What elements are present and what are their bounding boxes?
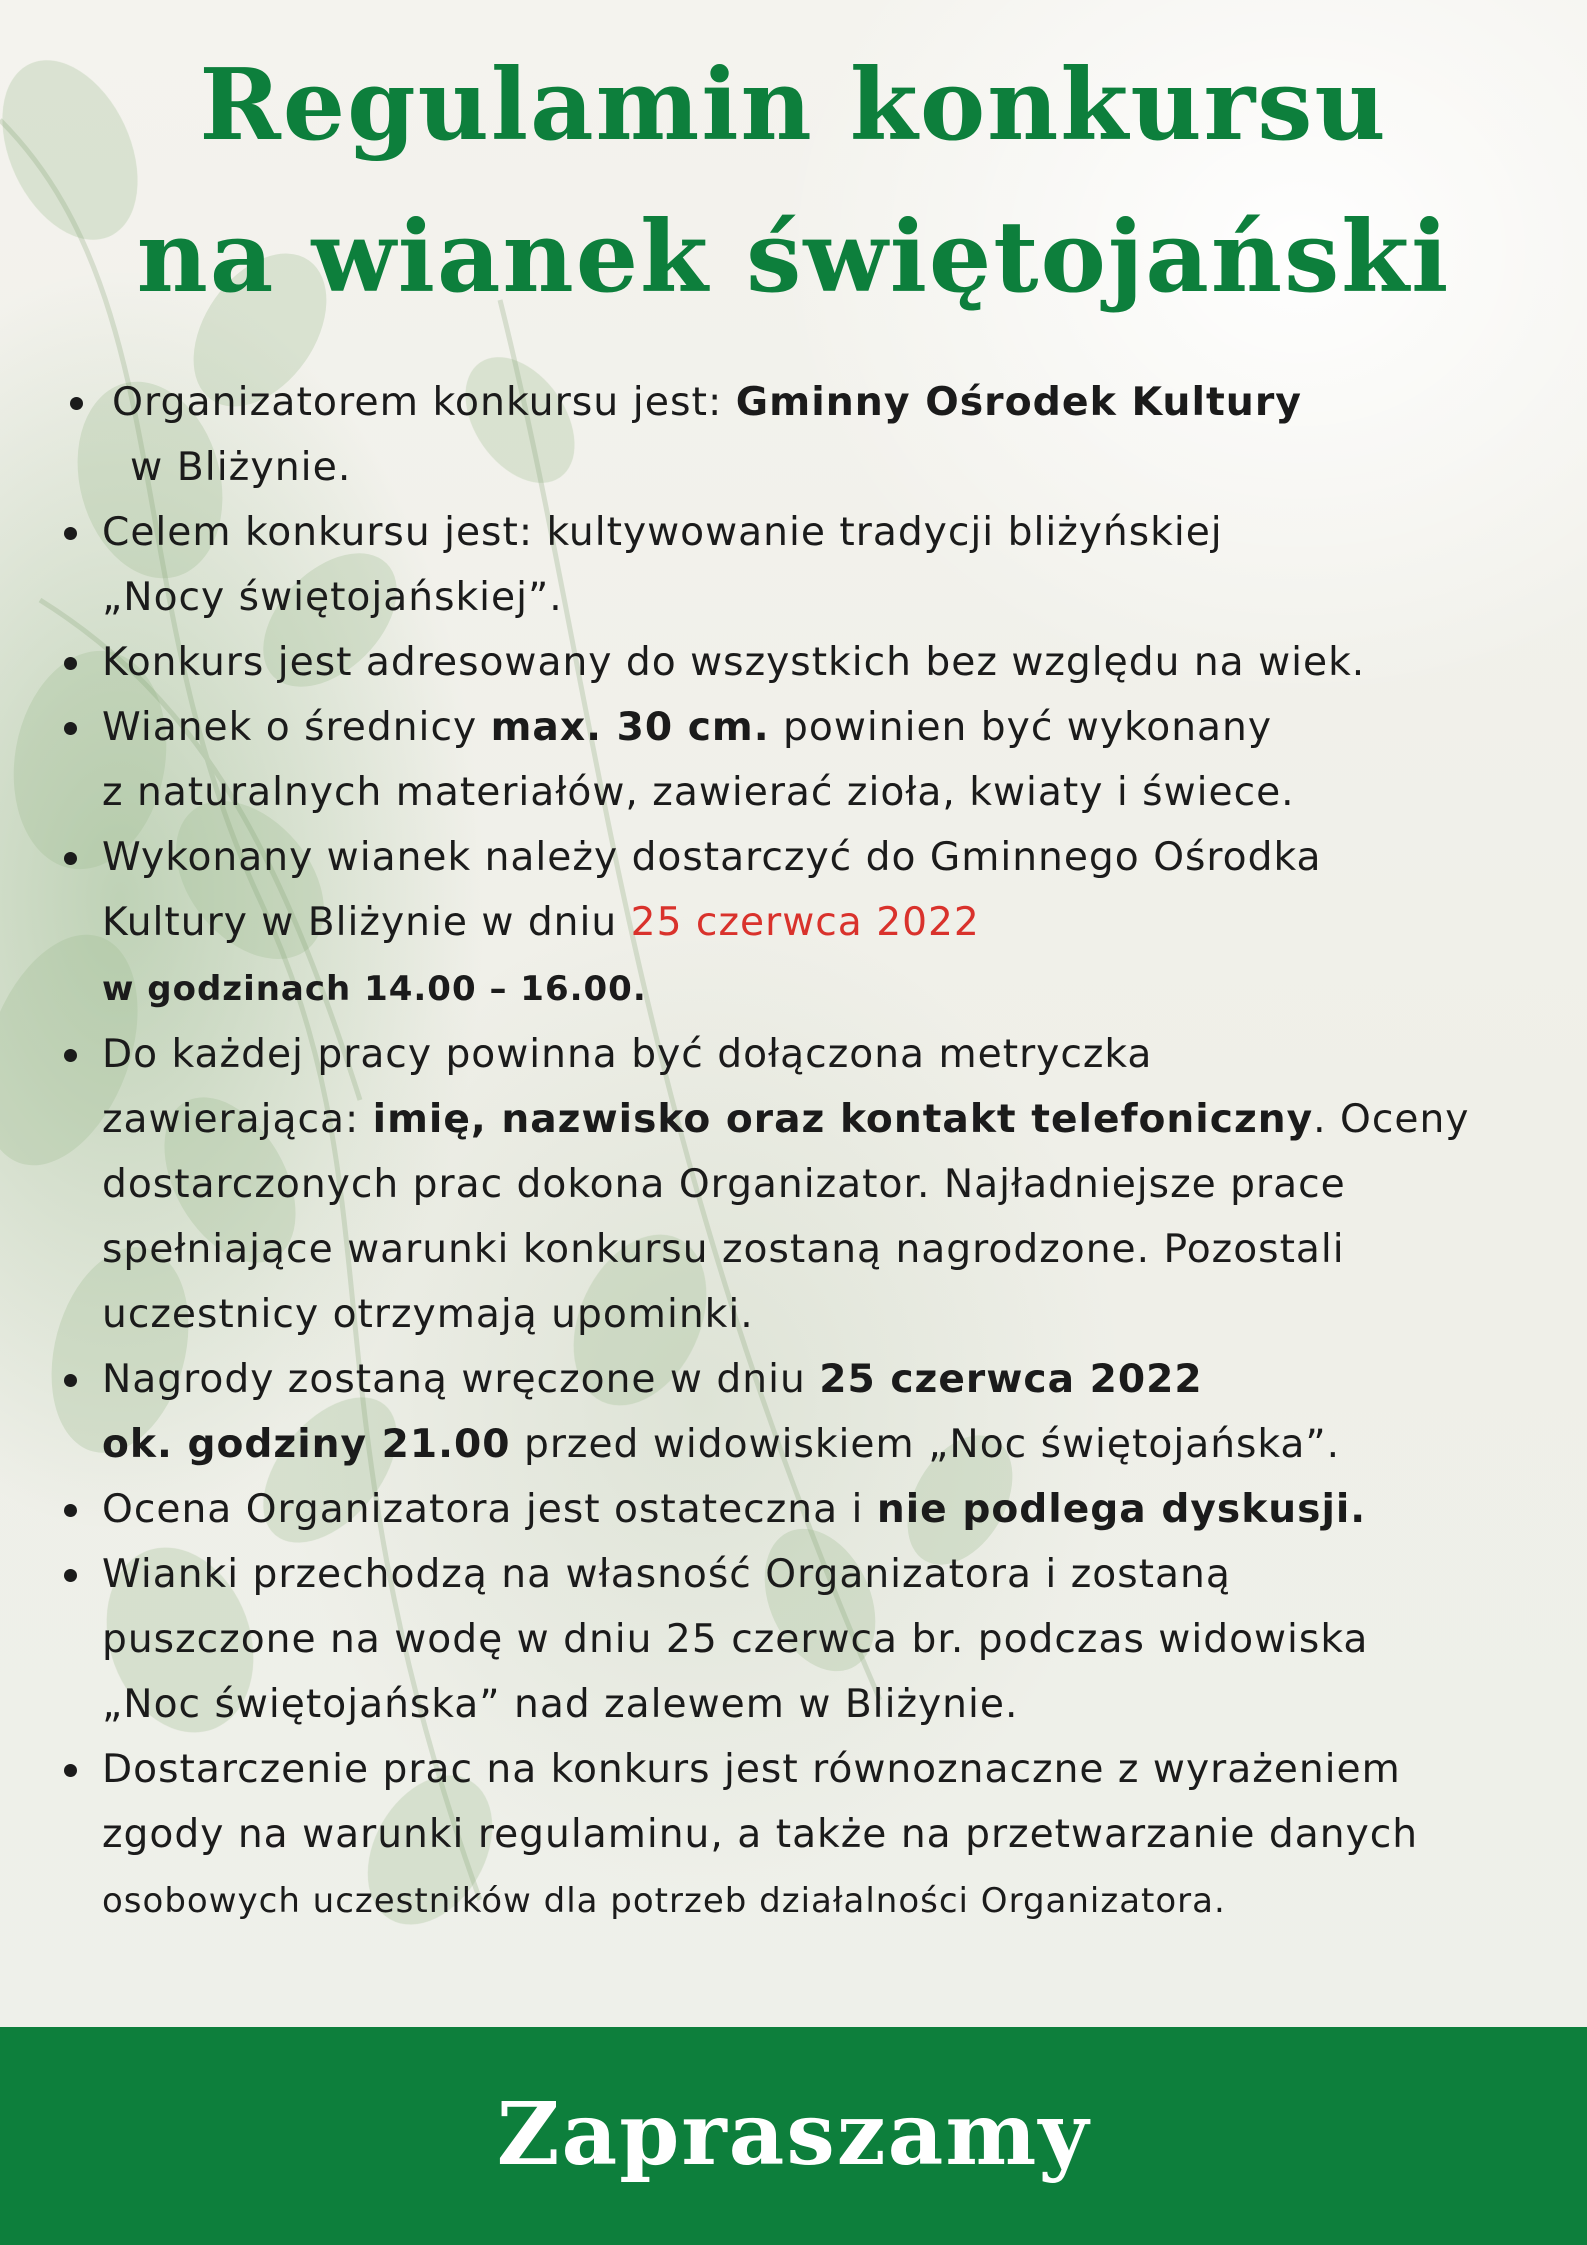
rule-line xyxy=(102,630,1570,695)
rule-text: nie podlega dyskusji. xyxy=(876,1487,1367,1532)
rule-item xyxy=(60,630,1570,695)
invitation-text: Zapraszamy xyxy=(496,2084,1091,2185)
footer-banner xyxy=(0,2027,1587,2245)
rule-text: Wianek o średnicy xyxy=(102,705,491,750)
rule-line xyxy=(102,1737,1570,1802)
rule-text: Wianki przechodzą na własność Organizatora i zostaną xyxy=(102,1552,1231,1597)
rule-line xyxy=(102,1412,1570,1477)
rule-line xyxy=(102,1347,1570,1412)
rule-text: osobowych uczestników dla potrzeb działalności Organizatora. xyxy=(102,1881,1226,1921)
rule-line xyxy=(102,1152,1570,1217)
poster-title xyxy=(0,30,1587,334)
rule-line xyxy=(102,890,1570,955)
rule-text: z naturalnych materiałów, zawierać zioła, kwiaty i świece. xyxy=(102,770,1295,815)
rule-text: przed widowiskiem „Noc świętojańska”. xyxy=(510,1422,1341,1467)
rule-line xyxy=(102,825,1570,890)
rule-text: „Noc świętojańska” nad zalewem w Bliżynie. xyxy=(102,1682,1019,1727)
rule-item xyxy=(60,1477,1570,1542)
rule-text: Do każdej pracy powinna być dołączona metryczka xyxy=(102,1032,1153,1077)
title-line-1: Regulamin konkursu xyxy=(199,48,1388,163)
rule-item xyxy=(60,825,1570,1022)
rule-line xyxy=(102,955,1570,1022)
rule-line xyxy=(102,500,1570,565)
rule-text: uczestnicy otrzymają upominki. xyxy=(102,1292,754,1337)
rule-item xyxy=(60,1542,1570,1737)
rule-item xyxy=(60,500,1570,630)
rule-item xyxy=(60,1737,1570,1934)
rule-text: imię, nazwisko oraz kontakt telefoniczny xyxy=(372,1097,1314,1142)
rule-text: Kultury w Bliżynie w dniu xyxy=(102,900,631,945)
rule-text: Gminny Ośrodek Kultury xyxy=(735,379,1302,425)
rule-item xyxy=(60,695,1570,825)
rule-line xyxy=(102,1282,1570,1347)
rule-text: dostarczonych prac dokona Organizator. Najładniejsze prace xyxy=(102,1162,1346,1207)
rule-text: puszczone na wodę w dniu 25 czerwca br. podczas widowiska xyxy=(102,1617,1369,1662)
title-line-2: na wianek świętojański xyxy=(136,200,1451,315)
rule-text: 25 czerwca 2022 xyxy=(630,900,980,945)
rule-line xyxy=(102,1087,1570,1152)
rule-text: Wykonany wianek należy dostarczyć do Gminnego Ośrodka xyxy=(102,835,1322,880)
rule-text: 25 czerwca 2022 xyxy=(819,1357,1203,1402)
rule-text: w Bliżynie. xyxy=(130,444,352,490)
rule-line xyxy=(102,1542,1570,1607)
rule-text: „Nocy świętojańskiej”. xyxy=(102,575,563,620)
rule-item xyxy=(60,1347,1570,1477)
rule-line xyxy=(102,1867,1570,1934)
rule-text: w godzinach 14.00 – 16.00. xyxy=(102,969,647,1009)
rule-text: . Oceny xyxy=(1313,1097,1470,1142)
rule-line xyxy=(102,695,1570,760)
rule-line xyxy=(102,760,1570,825)
rule-text: ok. godziny 21.00 xyxy=(102,1422,511,1467)
rule-line xyxy=(102,1802,1570,1867)
rule-text: zgody na warunki regulaminu, a także na przetwarzanie danych xyxy=(102,1812,1419,1857)
rule-text: Organizatorem konkursu jest: xyxy=(112,379,736,425)
rule-text: Konkurs jest adresowany do wszystkich bez względu na wiek. xyxy=(102,640,1366,685)
rule-text: Celem konkursu jest: kultywowanie tradycji bliżyńskiej xyxy=(102,510,1223,555)
rule-text: powinien być wykonany xyxy=(769,705,1273,750)
rule-line xyxy=(102,1022,1570,1087)
rule-line xyxy=(102,1477,1570,1542)
rule-line xyxy=(102,1607,1570,1672)
rule-line xyxy=(112,435,1570,500)
rule-text: Dostarczenie prac na konkurs jest równoznaczne z wyrażeniem xyxy=(102,1747,1401,1792)
rule-line xyxy=(102,1217,1570,1282)
rule-line xyxy=(102,565,1570,630)
rule-text: zawierająca: xyxy=(102,1097,373,1142)
rules-list xyxy=(60,370,1570,1934)
rule-text: spełniające warunki konkursu zostaną nagrodzone. Pozostali xyxy=(102,1227,1345,1272)
rule-line xyxy=(102,1672,1570,1737)
rule-line xyxy=(112,370,1570,435)
rule-item xyxy=(60,370,1570,500)
rule-text: Nagrody zostaną wręczone w dniu xyxy=(102,1357,820,1402)
rule-item xyxy=(60,1022,1570,1347)
rule-text: Ocena Organizatora jest ostateczna i xyxy=(102,1487,877,1532)
rule-text: max. 30 cm. xyxy=(490,705,770,750)
